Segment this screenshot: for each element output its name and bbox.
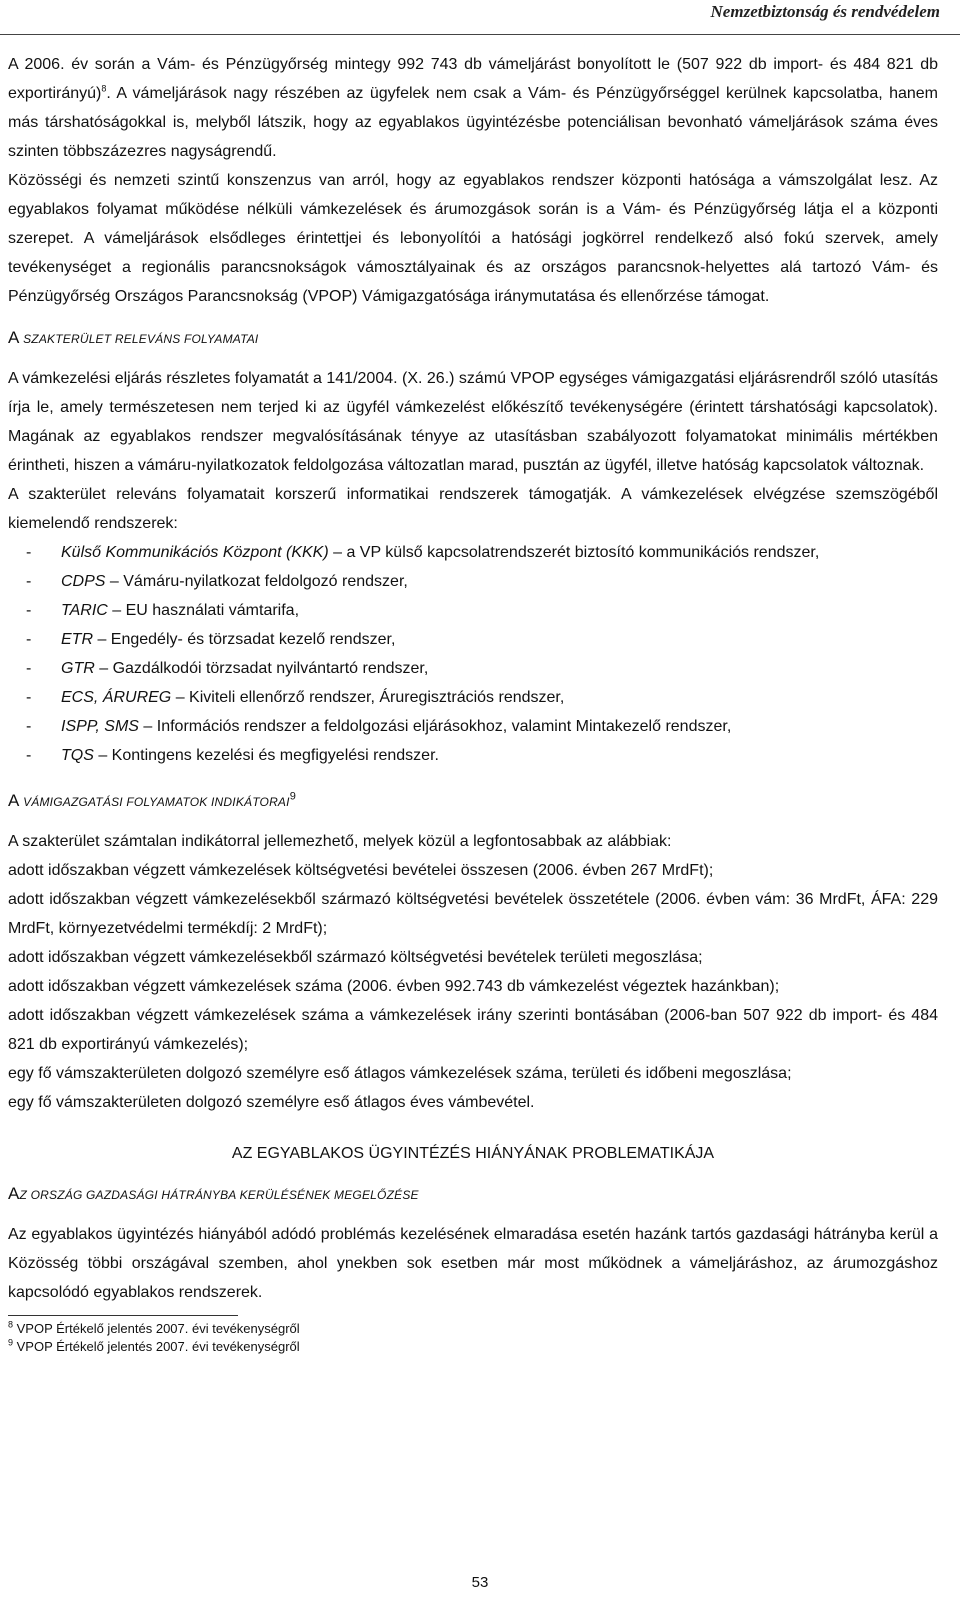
section-heading-szakterulet (8, 325, 938, 352)
dash-marker: - (26, 544, 32, 561)
footnote-9 (8, 1338, 938, 1356)
footnote-ref-8[interactable]: 8 (101, 83, 107, 94)
page-number: 53 (471, 1574, 489, 1591)
section3-paragraph-1: Az egyablakos ügyintézés hiányából adódó problémás kezelésének elmaradása esetén hazánk tartós gazdasági hátrányba kerül a Közösség többi országával szemben, ahol ynekben sok esetben már most működnek a vámeljáráshoz, az árumozgáshoz kapcsolódó egyablakos rendszerek. (8, 1226, 938, 1301)
footnote-rule (8, 1315, 238, 1316)
intro-paragraph-2: Közösségi és nemzeti szintű konszenzus van arról, hogy az egyablakos rendszer központi hatósága a vámszolgálat lesz. Az egyablakos folyamat működése nélküli vámkezelések és árumozgások során is a Vám- és Pénzügyőrség látja el a központi szerepet. A vámeljárások elsődleges érintettjei és lebonyolítói a hatósági jogkörrel rendelkező alsó fokú szervek, amely tevékenységet a regionális parancsnokságok vámosztályainak és az országos parancsnok-helyettes alá tartozó Vám- és Pénzügyőrség Országos Parancsnokság (VPOP) Vámigazgatósága iránymutatása és ellenőrzése támogat. (8, 172, 938, 305)
header-rule (0, 34, 960, 35)
system-desc: – Gazdálkodói törzsadat nyilvántartó rendszer, (94, 660, 429, 677)
systems-list (8, 538, 938, 770)
system-name: TARIC (61, 602, 108, 619)
footnote-text: VPOP Értékelő jelentés 2007. évi tevékenységről (13, 1321, 300, 1336)
indicator-line: adott időszakban végzett vámkezelések száma a vámkezelések irány szerinti bontásában (2006-ban 507 922 db import- és 484 821 db exportirányú vámkezelés); (8, 1007, 938, 1053)
dash-marker: - (26, 718, 32, 735)
system-name: ISPP, SMS (61, 718, 139, 735)
system-name: GTR (61, 660, 95, 677)
list-item (8, 625, 938, 654)
system-desc: – Kontingens kezelési és megfigyelési rendszer. (93, 747, 439, 764)
indicator-line: egy fő vámszakterületen dolgozó személyre eső átlagos éves vámbevétel. (8, 1094, 535, 1111)
intro-text-b: . A vámeljárások nagy részében az ügyfelek nem csak a Vám- és Pénzügyőrséggel kerülnek kapcsolatba, hanem más társhatóságokkal is, melyből látszik, hogy az egyablakos ügyintézésbe potenciálisan bevonható vámeljárások száma éves szinten többszázezres nagyságrendű. (8, 85, 938, 160)
list-item (8, 741, 938, 770)
dash-marker: - (26, 631, 32, 648)
list-item (8, 538, 938, 567)
indicator-line: A szakterület számtalan indikátorral jellemezhető, melyek közül a legfontosabbak az alábbiak: (8, 833, 672, 850)
intro-paragraph-1 (8, 50, 938, 166)
system-name: ECS, ÁRUREG (61, 689, 172, 706)
heading-initial: A (8, 1184, 20, 1203)
system-desc: – Engedély- és törzsadat kezelő rendszer, (93, 631, 396, 648)
indicator-line: adott időszakban végzett vámkezelésekből származó költségvetési bevételek összetétele (2006. évben vám: 36 MrdFt, ÁFA: 229 MrdFt, környezetvédelmi termékdíj: 2 MrdFt); (8, 891, 938, 937)
heading-rest: VÁMIGAZGATÁSI FOLYAMATOK INDIKÁTORAI (19, 795, 290, 809)
footnote-text: VPOP Értékelő jelentés 2007. évi tevékenységről (13, 1339, 300, 1354)
indicator-line: egy fő vámszakterületen dolgozó személyre eső átlagos vámkezelések száma, területi és időbeni megoszlása; (8, 1065, 792, 1082)
system-desc: – Kiviteli ellenőrző rendszer, Áruregisztrációs rendszer, (171, 689, 565, 706)
section1-paragraph-1: A vámkezelési eljárás részletes folyamatát a 141/2004. (X. 26.) számú VPOP egységes vámigazgatási eljárásrendről szóló utasítás írja le, amely természetesen nem terjed ki az ügyfél vámkezelést előkészítő tevékenységére (érintett társhatósági kapcsolatok). Magának az egyablakos rendszer megvalósításának tényye az utasításban szabályozott folyamatokat minimális mértékben érintheti, hiszen a vámáru-nyilatkozatok feldolgozása változatlan marad, pusztán az ügyfél, illetve hatóság kapcsolatok változnak. (8, 370, 938, 474)
indicator-line: adott időszakban végzett vámkezelésekből származó költségvetési bevételek területi megoszlása; (8, 949, 703, 966)
system-name: ETR (61, 631, 93, 648)
list-item (8, 654, 938, 683)
dash-marker: - (26, 602, 32, 619)
dash-marker: - (26, 660, 32, 677)
intro-text-a: A 2006. év során a Vám- és Pénzügyőrség mintegy 992 743 db vámeljárást bonyolított le (507 922 db import- és 484 821 db exportirányú) (8, 56, 938, 102)
list-item (8, 712, 938, 741)
section-heading-indikatorok (8, 788, 938, 815)
indicator-line: adott időszakban végzett vámkezelések száma (2006. évben 992.743 db vámkezelést végeztek hazánkban); (8, 978, 780, 995)
running-header: Nemzetbiztonság és rendvédelem (710, 2, 940, 21)
system-name: Külső Kommunikációs Központ (KKK) (61, 544, 329, 561)
system-desc: – Információs rendszer a feldolgozási eljárásokhoz, valamint Mintakezelő rendszer, (138, 718, 732, 735)
heading-initial: A (8, 328, 20, 347)
section-heading-hatrany (8, 1181, 938, 1208)
footnote-number: 9 (8, 1337, 14, 1348)
heading-rest: Z ORSZÁG GAZDASÁGI HÁTRÁNYBA KERÜLÉSÉNEK MEGELŐZÉSE (19, 1188, 419, 1202)
dash-marker: - (26, 573, 32, 590)
system-name: TQS (61, 747, 94, 764)
dash-marker: - (26, 747, 32, 764)
system-name: CDPS (61, 573, 106, 590)
footnote-ref-9[interactable]: 9 (289, 790, 297, 803)
system-desc: – Vámáru-nyilatkozat feldolgozó rendszer, (105, 573, 408, 590)
list-item (8, 683, 938, 712)
system-desc: – a VP külső kapcsolatrendszerét biztosító kommunikációs rendszer, (328, 544, 820, 561)
footnote-8 (8, 1320, 938, 1338)
list-item (8, 567, 938, 596)
heading-initial: A (8, 791, 20, 810)
system-desc: – EU használati vámtarifa, (107, 602, 300, 619)
indicator-line: adott időszakban végzett vámkezelések költségvetési bevételei összesen (2006. évben 267 MrdFt); (8, 862, 714, 879)
dash-marker: - (26, 689, 32, 706)
list-item (8, 596, 938, 625)
section1-paragraph-2: A szakterület releváns folyamatait korszerű informatikai rendszerek támogatják. A vámkezelések elvégzése szemszögéből kiemelendő rendszerek: (8, 486, 938, 532)
heading-rest: SZAKTERÜLET RELEVÁNS FOLYAMATAI (19, 332, 259, 346)
footnote-number: 8 (8, 1319, 14, 1330)
page-content (8, 50, 938, 1356)
chapter-title: AZ EGYABLAKOS ÜGYINTÉZÉS HIÁNYÁNAK PROBLEMATIKÁJA (231, 1145, 715, 1162)
